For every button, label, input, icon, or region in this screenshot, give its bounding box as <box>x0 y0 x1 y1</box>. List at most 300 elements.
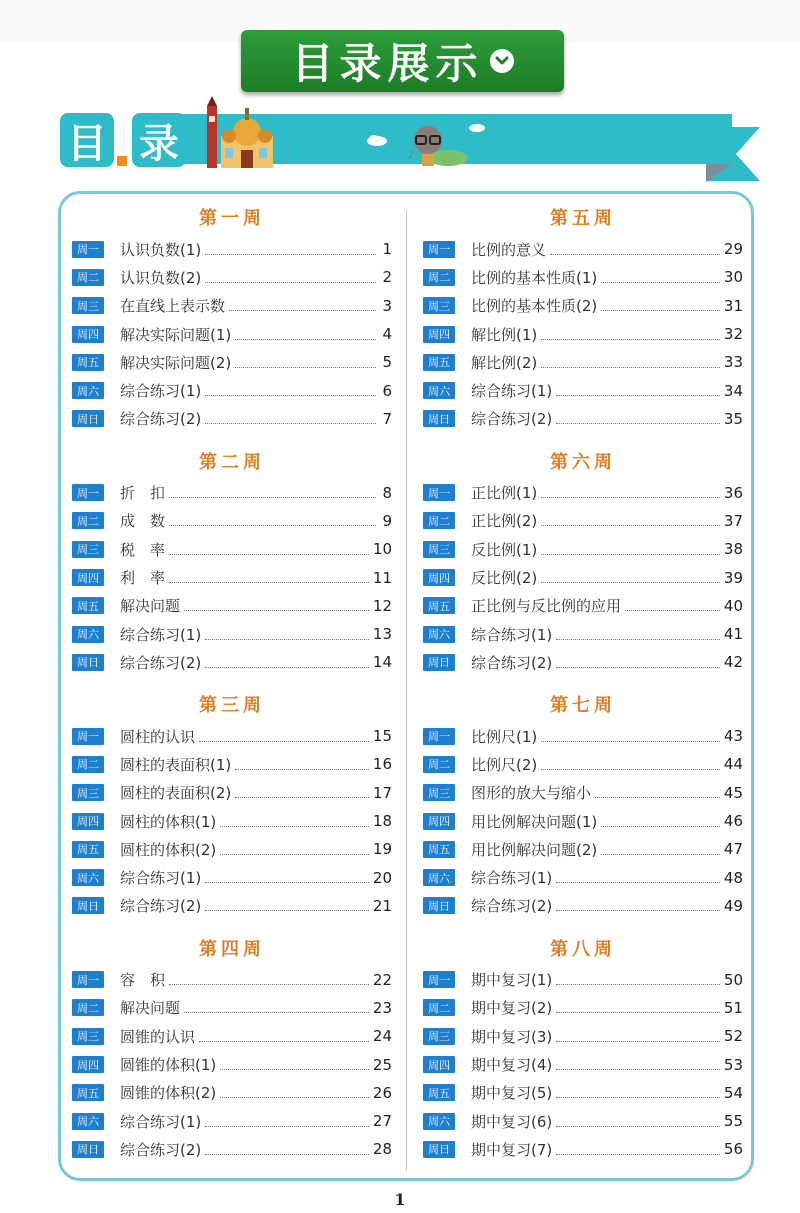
toc-row[interactable] <box>72 807 392 835</box>
lesson-title: 期中复习(3) <box>471 1027 553 1046</box>
leader-dots <box>235 797 369 798</box>
header-dot <box>117 156 127 166</box>
toc-row[interactable] <box>423 592 743 620</box>
leader-dots <box>556 395 720 396</box>
day-badge: 周日 <box>72 897 104 914</box>
leader-dots <box>169 497 376 498</box>
toc-row[interactable] <box>72 507 392 535</box>
lesson-title: 成 数 <box>120 512 166 531</box>
lesson-title: 折 扣 <box>120 484 166 503</box>
toc-column-left <box>72 203 392 1177</box>
day-badge: 周三 <box>72 297 104 314</box>
day-badge: 周六 <box>72 869 104 886</box>
day-badge: 周五 <box>72 841 104 858</box>
leader-dots <box>205 423 376 424</box>
lesson-title: 正比例(2) <box>471 512 538 531</box>
page-number: 35 <box>723 409 743 428</box>
lesson-title: 圆柱的认识 <box>120 727 196 746</box>
page-number: 5 <box>382 353 392 372</box>
toc-row[interactable] <box>423 1022 743 1050</box>
week-title: 第七周 <box>550 695 616 716</box>
week-section <box>72 934 392 1178</box>
page-number: 30 <box>723 268 743 287</box>
toc-row[interactable] <box>423 320 743 348</box>
ribbon-fold <box>706 164 732 182</box>
page-number: 23 <box>372 998 392 1017</box>
leader-dots <box>229 310 376 311</box>
page-number: 28 <box>372 1140 392 1159</box>
lesson-title: 用比例解决问题(1) <box>471 812 598 831</box>
page-number: 37 <box>723 511 743 530</box>
page-number: 14 <box>372 653 392 672</box>
toc-row[interactable] <box>72 892 392 920</box>
lesson-title: 圆柱的表面积(1) <box>120 755 232 774</box>
svg-text:♪: ♪ <box>408 150 415 161</box>
day-badge: 周三 <box>72 784 104 801</box>
toc-row[interactable] <box>423 1107 743 1135</box>
page-number: 33 <box>723 353 743 372</box>
day-badge: 周四 <box>72 813 104 830</box>
leader-dots <box>541 769 720 770</box>
day-badge: 周五 <box>423 841 455 858</box>
page-number: 42 <box>723 653 743 672</box>
lesson-title: 解比例(2) <box>471 353 538 372</box>
day-badge: 周六 <box>72 382 104 399</box>
lesson-title: 比例尺(1) <box>471 727 538 746</box>
week-title: 第八周 <box>550 938 616 960</box>
page-number: 31 <box>723 296 743 315</box>
lesson-title: 综合练习(1) <box>120 625 202 644</box>
lesson-title: 比例的意义 <box>471 240 547 259</box>
leader-dots <box>199 741 369 742</box>
day-badge: 周三 <box>423 297 455 314</box>
page-number: 52 <box>723 1027 743 1046</box>
day-badge: 周六 <box>72 626 104 643</box>
page-number: 16 <box>372 755 392 774</box>
toc-row[interactable] <box>423 405 743 433</box>
lesson-title: 圆锥的体积(2) <box>120 1084 217 1103</box>
toc-row[interactable] <box>423 535 743 563</box>
page-number: 44 <box>723 755 743 774</box>
day-badge: 周四 <box>72 1056 104 1073</box>
page-number: 49 <box>723 896 743 915</box>
toc-row[interactable] <box>72 722 392 750</box>
castle-illustration <box>205 96 275 168</box>
page-number: 6 <box>382 381 392 400</box>
day-badge: 周二 <box>72 512 104 529</box>
lesson-title: 综合练习(1) <box>120 382 202 401</box>
day-badge: 周五 <box>423 354 455 371</box>
toc-row[interactable] <box>423 292 743 320</box>
day-badge: 周一 <box>423 728 455 745</box>
lesson-title: 综合练习(1) <box>120 869 202 888</box>
page-number: 17 <box>372 783 392 802</box>
toc-row[interactable] <box>423 235 743 263</box>
day-badge: 周四 <box>423 1056 455 1073</box>
page-number: 3 <box>382 296 392 315</box>
lesson-title: 解决实际问题(1) <box>120 325 232 344</box>
lesson-title: 容 积 <box>120 971 166 990</box>
lesson-title: 税 率 <box>120 540 166 559</box>
toc-row[interactable] <box>423 1079 743 1107</box>
day-badge: 周二 <box>72 269 104 286</box>
leader-dots <box>169 984 369 985</box>
page-number: 38 <box>723 540 743 559</box>
week-section <box>423 203 743 447</box>
banner-title: 目录展示 <box>291 39 484 88</box>
page-number: 50 <box>723 970 743 989</box>
lesson-title: 正比例(1) <box>471 484 538 503</box>
page-number: 1 <box>382 240 392 259</box>
toc-row[interactable] <box>72 263 392 291</box>
toc-row[interactable] <box>423 722 743 750</box>
leader-dots <box>541 741 720 742</box>
leader-dots <box>205 254 376 255</box>
leader-dots <box>235 769 369 770</box>
leader-dots <box>541 497 720 498</box>
day-badge: 周六 <box>423 626 455 643</box>
leader-dots <box>220 854 369 855</box>
day-badge: 周一 <box>423 241 455 258</box>
page-number: 48 <box>723 868 743 887</box>
lesson-title: 综合练习(1) <box>471 382 553 401</box>
leader-dots <box>556 639 720 640</box>
page-number: 18 <box>372 812 392 831</box>
week-section <box>423 934 743 1178</box>
day-badge: 周四 <box>423 813 455 830</box>
lesson-title: 反比例(2) <box>471 569 538 588</box>
day-badge: 周二 <box>423 269 455 286</box>
toc-row[interactable] <box>423 1050 743 1078</box>
page-number: 25 <box>372 1055 392 1074</box>
day-badge: 周五 <box>423 1084 455 1101</box>
page-number: 13 <box>372 625 392 644</box>
header-char-lu: 录 <box>132 113 186 167</box>
day-badge: 周六 <box>423 1113 455 1130</box>
day-badge: 周一 <box>72 241 104 258</box>
leader-dots <box>235 367 376 368</box>
lesson-title: 综合练习(2) <box>120 653 202 672</box>
toc-row[interactable] <box>423 507 743 535</box>
day-badge: 周日 <box>72 654 104 671</box>
leader-dots <box>169 554 369 555</box>
week-section <box>423 690 743 934</box>
day-badge: 周一 <box>72 971 104 988</box>
lesson-title: 解决问题 <box>120 999 181 1018</box>
page-number: 4 <box>382 325 392 344</box>
title-banner <box>241 30 564 92</box>
leader-dots <box>169 582 369 583</box>
day-badge: 周六 <box>423 869 455 886</box>
day-badge: 周四 <box>423 326 455 343</box>
lesson-title: 解比例(1) <box>471 325 538 344</box>
day-badge: 周五 <box>72 1084 104 1101</box>
toc-row[interactable] <box>72 376 392 404</box>
lesson-title: 综合练习(2) <box>471 653 553 672</box>
page-number: 24 <box>372 1027 392 1046</box>
leader-dots <box>625 610 720 611</box>
leader-dots <box>556 1154 720 1155</box>
toc-row[interactable] <box>72 292 392 320</box>
leader-dots <box>556 1126 720 1127</box>
lesson-title: 期中复习(1) <box>471 971 553 990</box>
lesson-title: 反比例(1) <box>471 540 538 559</box>
week-title: 第三周 <box>199 695 265 716</box>
lesson-title: 认识负数(2) <box>120 268 202 287</box>
day-badge: 周五 <box>423 597 455 614</box>
leader-dots <box>541 339 720 340</box>
leader-dots <box>556 910 720 911</box>
leader-dots <box>205 882 369 883</box>
toc-row[interactable] <box>72 835 392 863</box>
lesson-title: 综合练习(2) <box>120 1140 202 1159</box>
day-badge: 周日 <box>423 897 455 914</box>
page-number: 55 <box>723 1112 743 1131</box>
lesson-title: 综合练习(1) <box>120 1112 202 1131</box>
leader-dots <box>601 854 720 855</box>
lesson-title: 综合练习(1) <box>471 869 553 888</box>
day-badge: 周三 <box>423 541 455 558</box>
toc-row[interactable] <box>423 994 743 1022</box>
page-number: 34 <box>723 381 743 400</box>
day-badge: 周二 <box>423 999 455 1016</box>
lesson-title: 期中复习(5) <box>471 1084 553 1103</box>
header-char-mu: 目 <box>60 113 114 167</box>
page-number: 2 <box>382 268 392 287</box>
day-badge: 周日 <box>72 1141 104 1158</box>
leader-dots <box>550 254 720 255</box>
leader-dots <box>556 1041 720 1042</box>
leader-dots <box>205 639 369 640</box>
leader-dots <box>556 984 720 985</box>
toc-row[interactable] <box>72 348 392 376</box>
toc-row[interactable] <box>72 1107 392 1135</box>
leader-dots <box>184 610 369 611</box>
toc-row[interactable] <box>423 563 743 591</box>
day-badge: 周六 <box>423 382 455 399</box>
toc-row[interactable] <box>72 750 392 778</box>
toc-row[interactable] <box>423 807 743 835</box>
page-number: 10 <box>372 540 392 559</box>
page-number: 51 <box>723 998 743 1017</box>
leader-dots <box>205 667 369 668</box>
toc-row[interactable] <box>423 835 743 863</box>
toc-row[interactable] <box>72 620 392 648</box>
lesson-title: 综合练习(1) <box>471 625 553 644</box>
day-badge: 周日 <box>72 410 104 427</box>
week-title: 第二周 <box>199 451 265 473</box>
lesson-title: 用比例解决问题(2) <box>471 840 598 859</box>
leader-dots <box>184 1012 369 1013</box>
leader-dots <box>541 525 720 526</box>
day-badge: 周四 <box>423 569 455 586</box>
lesson-title: 解决实际问题(2) <box>120 353 232 372</box>
toc-row[interactable] <box>72 479 392 507</box>
leader-dots <box>205 910 369 911</box>
toc-row[interactable] <box>423 966 743 994</box>
day-badge: 周五 <box>72 597 104 614</box>
toc-row[interactable] <box>72 779 392 807</box>
lesson-title: 在直线上表示数 <box>120 297 226 316</box>
page-number: 36 <box>723 483 743 502</box>
page-number: 53 <box>723 1055 743 1074</box>
leader-dots <box>205 1154 369 1155</box>
toc-row[interactable] <box>72 563 392 591</box>
page-number: 26 <box>372 1083 392 1102</box>
day-badge: 周日 <box>423 1141 455 1158</box>
chevron-down-icon <box>490 49 514 73</box>
toc-row[interactable] <box>72 994 392 1022</box>
day-badge: 周日 <box>423 654 455 671</box>
day-badge: 周二 <box>72 756 104 773</box>
leader-dots <box>556 1097 720 1098</box>
leader-dots <box>220 826 369 827</box>
lesson-title: 期中复习(7) <box>471 1140 553 1159</box>
page-number: 22 <box>372 970 392 989</box>
toc-row[interactable] <box>72 592 392 620</box>
page-number: 21 <box>372 896 392 915</box>
lesson-title: 期中复习(6) <box>471 1112 553 1131</box>
page-number: 56 <box>723 1140 743 1159</box>
leader-dots <box>595 797 720 798</box>
day-badge: 周二 <box>72 999 104 1016</box>
toc-row[interactable] <box>423 376 743 404</box>
toc-row[interactable] <box>72 405 392 433</box>
page-number: 46 <box>723 812 743 831</box>
week-section <box>72 447 392 691</box>
leader-dots <box>199 1041 369 1042</box>
week-section <box>72 203 392 447</box>
lesson-title: 期中复习(4) <box>471 1056 553 1075</box>
day-badge: 周六 <box>72 1113 104 1130</box>
lesson-title: 圆柱的体积(1) <box>120 812 217 831</box>
leader-dots <box>556 882 720 883</box>
lesson-title: 圆锥的体积(1) <box>120 1056 217 1075</box>
lesson-title: 圆锥的认识 <box>120 1027 196 1046</box>
day-badge: 周三 <box>72 541 104 558</box>
week-title: 第五周 <box>550 208 616 229</box>
mascot-illustration <box>404 122 470 166</box>
leader-dots <box>541 582 720 583</box>
lesson-title: 解决问题 <box>120 597 181 616</box>
leader-dots <box>556 1069 720 1070</box>
leader-dots <box>205 1126 369 1127</box>
leader-dots <box>556 667 720 668</box>
lesson-title: 圆柱的体积(2) <box>120 840 217 859</box>
page-number: 41 <box>723 625 743 644</box>
leader-dots <box>556 423 720 424</box>
leader-dots <box>220 1069 369 1070</box>
toc-row[interactable] <box>72 1079 392 1107</box>
day-badge: 周一 <box>72 728 104 745</box>
leader-dots <box>220 1097 369 1098</box>
page-number: 7 <box>382 409 392 428</box>
toc-row[interactable] <box>423 620 743 648</box>
day-badge: 周三 <box>423 1028 455 1045</box>
day-badge: 周四 <box>72 569 104 586</box>
page-number: 39 <box>723 568 743 587</box>
lesson-title: 综合练习(2) <box>120 410 202 429</box>
day-badge: 周二 <box>423 512 455 529</box>
day-badge: 周二 <box>423 756 455 773</box>
page-number: 11 <box>372 568 392 587</box>
lesson-title: 正比例与反比例的应用 <box>471 597 622 616</box>
leader-dots <box>601 310 720 311</box>
toc-row[interactable] <box>72 1135 392 1163</box>
leader-dots <box>556 1012 720 1013</box>
page-number: 15 <box>372 727 392 746</box>
toc-column-right <box>423 203 743 1177</box>
leader-dots <box>541 554 720 555</box>
lesson-title: 比例尺(2) <box>471 755 538 774</box>
lesson-title: 综合练习(2) <box>120 897 202 916</box>
page-number: 27 <box>372 1112 392 1131</box>
leader-dots <box>205 395 376 396</box>
toc-row[interactable] <box>423 779 743 807</box>
lesson-title: 利 率 <box>120 569 166 588</box>
lesson-title: 图形的放大与缩小 <box>471 784 592 803</box>
page-number: 47 <box>723 840 743 859</box>
toc-row[interactable] <box>72 863 392 891</box>
day-badge: 周三 <box>72 1028 104 1045</box>
toc-row[interactable] <box>72 966 392 994</box>
cloud-icon <box>468 122 486 132</box>
week-title: 第六周 <box>550 451 616 473</box>
lesson-title: 比例的基本性质(2) <box>471 297 598 316</box>
toc-row[interactable] <box>423 648 743 676</box>
lesson-title: 综合练习(2) <box>471 897 553 916</box>
lesson-title: 期中复习(2) <box>471 999 553 1018</box>
leader-dots <box>601 826 720 827</box>
week-section <box>423 447 743 691</box>
column-divider <box>406 210 407 1170</box>
lesson-title: 比例的基本性质(1) <box>471 268 598 287</box>
toc-row[interactable] <box>423 348 743 376</box>
footer-page-number: 1 <box>394 1190 406 1209</box>
toc-row[interactable] <box>72 320 392 348</box>
page-number: 43 <box>723 727 743 746</box>
page-number: 45 <box>723 783 743 802</box>
toc-row[interactable] <box>423 479 743 507</box>
toc-row[interactable] <box>423 263 743 291</box>
lesson-title: 认识负数(1) <box>120 240 202 259</box>
day-badge: 周五 <box>72 354 104 371</box>
cloud-icon <box>366 134 388 146</box>
day-badge: 周一 <box>423 484 455 501</box>
toc-row[interactable] <box>423 750 743 778</box>
ribbon-notch <box>736 127 760 181</box>
day-badge: 周三 <box>423 784 455 801</box>
day-badge: 周日 <box>423 410 455 427</box>
page-number: 29 <box>723 240 743 259</box>
toc-row[interactable] <box>72 648 392 676</box>
leader-dots <box>205 282 376 283</box>
toc-row[interactable] <box>72 535 392 563</box>
leader-dots <box>601 282 720 283</box>
lesson-title: 圆柱的表面积(2) <box>120 784 232 803</box>
page-number: 12 <box>372 596 392 615</box>
toc-row[interactable] <box>72 235 392 263</box>
page-number: 20 <box>372 868 392 887</box>
toc-row[interactable] <box>423 892 743 920</box>
toc-row[interactable] <box>72 1050 392 1078</box>
toc-row[interactable] <box>423 863 743 891</box>
page-number: 40 <box>723 596 743 615</box>
week-section <box>72 690 392 934</box>
toc-row[interactable] <box>72 1022 392 1050</box>
toc-row[interactable] <box>423 1135 743 1163</box>
week-title: 第一周 <box>199 208 265 229</box>
